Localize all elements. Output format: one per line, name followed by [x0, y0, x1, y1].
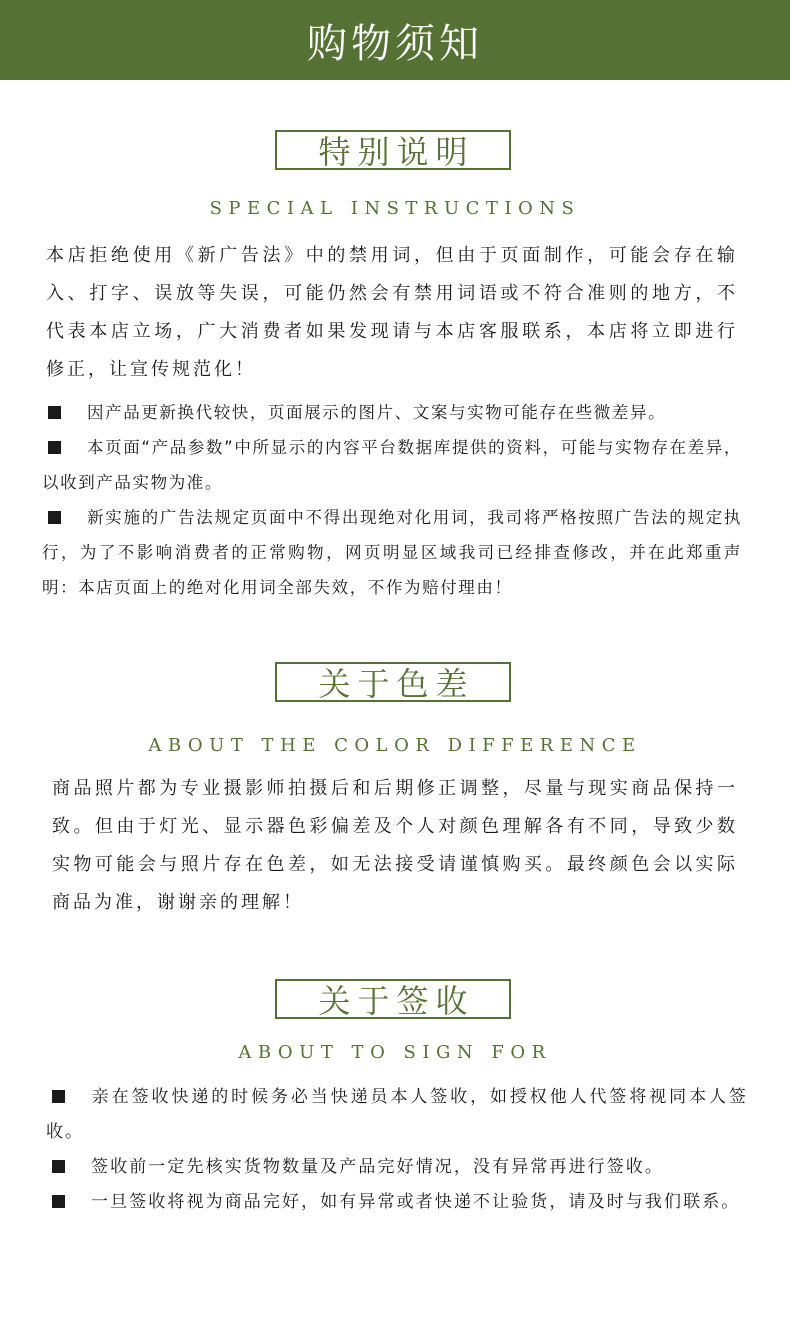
square-bullet-icon [52, 1090, 65, 1103]
bullet-list [46, 1080, 748, 1220]
list-item-text: 一旦签收将视为商品完好，如有异常或者快递不让验货，请及时与我们联系。 [91, 1192, 741, 1212]
section-paragraph: 本店拒绝使用《新广告法》中的禁用词，但由于页面制作，可能会存在输入、打字、误放等失误，可能仍然会有禁用词语或不符合准则的地方，不代表本店立场，广大消费者如果发现请与本店客服联系，本店将立即进行修正，让宣传规范化！ [46, 245, 738, 380]
section-subheading: ABOUT THE COLOR DIFFERENCE [148, 735, 642, 756]
list-item-text: 新实施的广告法规定页面中不得出现绝对化用词，我司将严格按照广告法的规定执行，为了不影响消费者的正常购物，网页明显区域我司已经排查修改，并在此郑重声明：本店页面上的绝对化用词全部失效，不作为赔付理由！ [42, 508, 742, 597]
list-item-text: 本页面“产品参数”中所显示的内容平台数据库提供的资料，可能与实物存在差异，以收到产品实物为准。 [42, 438, 742, 492]
list-item [46, 1080, 748, 1150]
square-bullet-icon [52, 1195, 65, 1208]
square-bullet-icon [52, 1160, 65, 1173]
list-item-text: 亲在签收快递的时候务必当快递员本人签收，如授权他人代签将视同本人签收。 [46, 1087, 748, 1142]
list-item [46, 1150, 748, 1185]
list-item-text: 因产品更新换代较快，页面展示的图片、文案与实物可能存在些微差异。 [87, 403, 667, 422]
list-item-text: 签收前一定先核实货物数量及产品完好情况，没有异常再进行签收。 [91, 1157, 664, 1177]
section-subheading: ABOUT TO SIGN FOR [238, 1042, 552, 1063]
section-heading: 关于签收 [318, 982, 475, 1020]
section-heading-box [275, 979, 511, 1019]
section-paragraph: 商品照片都为专业摄影师拍摄后和后期修正调整，尽量与现实商品保持一致。但由于灯光、显示器色彩偏差及个人对颜色理解各有不同，导致少数实物可能会与照片存在色差，如无法接受请谨慎购买。最终颜色会以实际商品为准，谢谢亲的理解！ [52, 778, 738, 913]
section-subheading: SPECIAL INSTRUCTIONS [209, 198, 581, 219]
list-item [46, 1185, 748, 1220]
section-heading: 关于色差 [318, 665, 475, 703]
section-heading: 特别说明 [318, 133, 475, 171]
page-title: 购物须知 [307, 20, 483, 67]
